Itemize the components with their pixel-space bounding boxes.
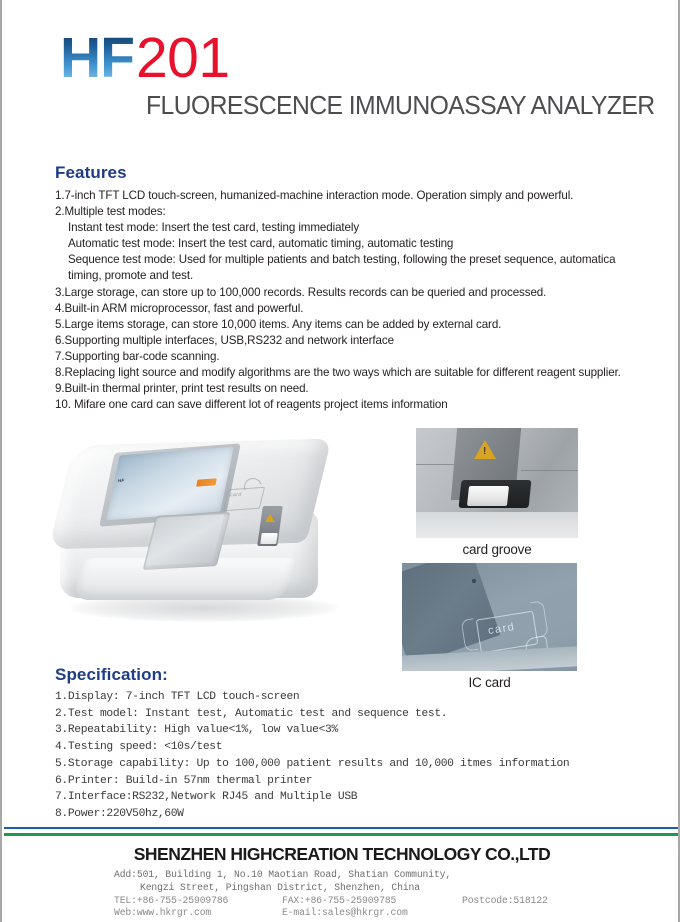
warning-exclamation-icon: !	[483, 446, 487, 457]
panel-screw-dot	[472, 579, 476, 583]
screen-logo: HF	[117, 477, 125, 484]
feature-item: 6.Supporting multiple interfaces, USB,RS232 and network interface	[55, 333, 394, 347]
ic-card-caption: IC card	[468, 675, 511, 690]
analyzer-product-photo	[48, 426, 368, 661]
card-groove-caption: card groove	[462, 542, 532, 557]
feature-item: 9.Built-in thermal printer, print test results on need.	[55, 382, 309, 396]
specification-section	[55, 665, 665, 823]
inserted-test-card	[260, 533, 278, 544]
fax: FAX:+86-755-25909785	[282, 894, 397, 906]
contact-row-1	[2, 895, 680, 908]
feature-item: Sequence test mode: Used for multiple patients and batch testing, following the preset sequence, automatica	[68, 253, 616, 267]
specification-heading: Specification:	[55, 665, 168, 684]
feature-item: Instant test mode: Insert the test card, testing immediately	[68, 221, 360, 235]
ic-card-glyph-label: card	[487, 620, 517, 638]
postcode: Postcode:518122	[462, 894, 548, 906]
feature-item: 7.Supporting bar-code scanning.	[55, 349, 220, 363]
model-prefix: HF	[60, 26, 134, 90]
card-groove-photo	[416, 428, 578, 538]
telephone: TEL:+86-755-25909786	[114, 894, 229, 906]
test-card	[467, 486, 509, 506]
photo-floor	[416, 512, 578, 538]
brand-header	[60, 26, 660, 126]
ic-card-photo	[402, 563, 577, 671]
spec-item: 4.Testing speed: <10s/test	[55, 741, 223, 754]
feature-item: timing, promote and test.	[68, 269, 194, 283]
housing-seam	[416, 464, 454, 465]
contact-row-2	[2, 907, 680, 920]
model-number: 201	[135, 26, 230, 90]
warning-triangle-icon	[265, 514, 275, 522]
company-address	[2, 869, 680, 895]
feature-item: 3.Large storage, can store up to 100,000 records. Results records can be queried and processed.	[55, 285, 547, 299]
spec-item: 3.Repeatability: High value<1%, low value<3%	[55, 724, 338, 737]
spec-item: 7.Interface:RS232,Network RJ45 and Multiple USB	[55, 791, 358, 804]
address-line-1: Add:501, Building 1, No.10 Maotian Road, Shatian Community,	[114, 869, 452, 880]
email[interactable]: E-mail:sales@hkrgr.com	[282, 907, 408, 919]
printer-door-inner	[145, 514, 224, 565]
feature-item: 2.Multiple test modes:	[55, 205, 166, 219]
spec-item: 2.Test model: Instant test, Automatic test and sequence test.	[55, 707, 448, 720]
features-section	[55, 163, 665, 413]
footer	[2, 840, 680, 920]
spec-item: 5.Storage capability: Up to 100,000 patient results and 10,000 itmes information	[55, 757, 570, 770]
spec-item: 1.Display: 7-inch TFT LCD touch-screen	[55, 691, 300, 703]
feature-item: Automatic test mode: Insert the test card, automatic timing, automatic testing	[68, 237, 454, 251]
features-heading: Features	[55, 163, 127, 182]
card-emboss-label: card	[229, 491, 243, 499]
model-title-line	[60, 26, 660, 90]
footer-rule-blue	[4, 827, 680, 829]
company-name: SHENZHEN HIGHCREATION TECHNOLOGY CO.,LTD	[133, 844, 551, 864]
address-line-2: Kengzi Street, Pingshan District, Shenzhen, China	[140, 881, 420, 893]
product-subtitle: FLUORESCENCE IMMUNOASSAY ANALYZER	[146, 92, 655, 120]
feature-item: 5.Large items storage, can store 10,000 items. Any items can be added by external card.	[55, 317, 502, 331]
card-emboss-icon	[223, 487, 265, 511]
features-list	[55, 188, 665, 413]
feature-item: 10. Mifare one card can save different lot of reagents project items information	[55, 398, 448, 412]
spec-item: 6.Printer: Build-in 57nm thermal printer	[55, 774, 313, 787]
spec-item: 8.Power:220V50hz,60W	[55, 807, 184, 820]
housing-seam	[521, 470, 578, 471]
feature-item: 4.Built-in ARM microprocessor, fast and powerful.	[55, 301, 304, 315]
specification-list	[55, 689, 665, 823]
website[interactable]: Web:www.hkrgr.com	[114, 907, 212, 919]
feature-item: 1.7-inch TFT LCD touch-screen, humanized-machine interaction mode. Operation simply and powerful.	[55, 189, 574, 202]
footer-rule-green	[4, 833, 680, 836]
feature-item: 8.Replacing light source and modify algorithms are the two ways which are suitable for different reagent supplier.	[55, 366, 621, 380]
